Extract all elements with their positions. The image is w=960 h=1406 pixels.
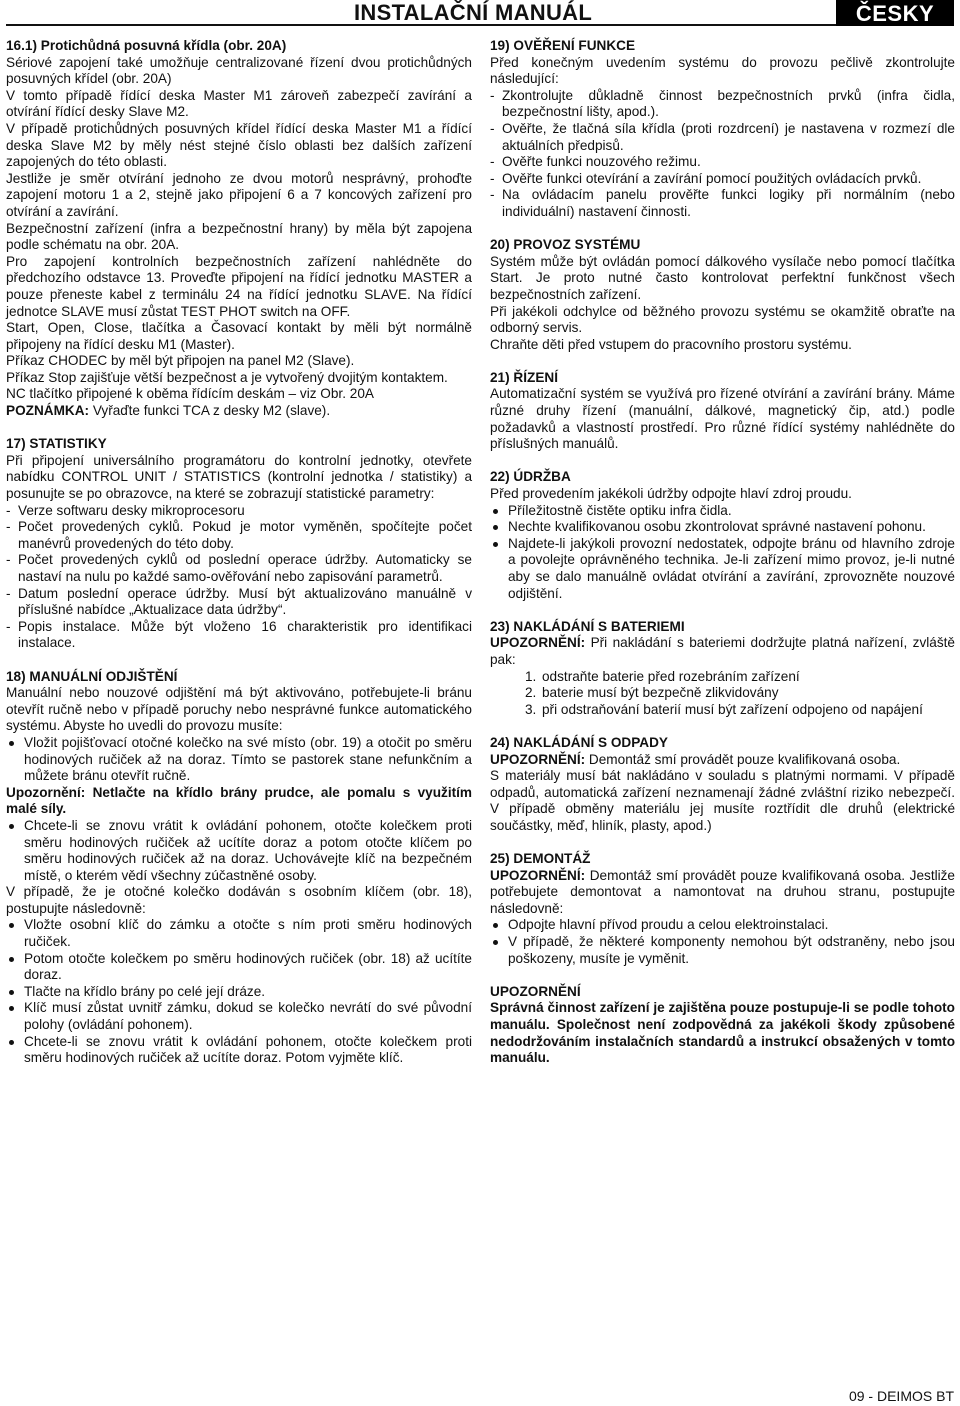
warning-label: UPOZORNĚNÍ: (490, 867, 586, 883)
section-24-warning (490, 752, 955, 769)
item-text: odstraňte baterie před rozebráním zařízení (542, 668, 800, 684)
section-18-paragraph: Manuální nebo nouzové odjištění má být aktivováno, potřebujete-li bránu otevřít ručně nebo v případě poruchy nebo nesprávné funkce automatického systému. Abyste ho uvedli do provozu musíte: (6, 685, 472, 734)
section-18-title: 18) MANUÁLNÍ ODJIŠTĚNÍ (6, 668, 178, 684)
section-16-paragraph: V případě protichůdných posuvných křídel řídící deska Master M1 a řídící deska Slave M2 by měly nést stejné číslo oblasti bez dalších zařízení zapojených do této oblasti. (6, 120, 472, 170)
section-16-paragraph: Příkaz CHODEC by měl být připojen na panel M2 (Slave). (6, 353, 355, 369)
section-22-paragraph: Před provedením jakékoli údržby odpojte hlaví zdroj proudu. (490, 486, 852, 502)
list-item: - Počet provedených cyklů od poslední operace údržby. Automaticky se nastaví na nulu po každé samo-ověřování nebo zapisování parametrů. (6, 552, 472, 585)
manual-title: INSTALAČNÍ MANUÁL (354, 0, 593, 25)
final-warning-text: Správná činnost zařízení je zajištěna pouze postupuje-li se podle tohoto manuálu. Společnost není zodpovědná za jakékoli škody způsobené nedodržováním instalačních standardů a instrukcí obsažených v tomto manuálu. (490, 1000, 955, 1066)
list-item: - Datum poslední operace údržby. Musí být aktualizováno manuálně v příslušné nabídce „Aktualizace data údržby“. (6, 586, 472, 619)
warning-text: Demontáž smí provádět pouze kvalifikovaná osoba. (585, 751, 901, 767)
list-item: Vložte osobní klíč do zámku a otočte s ním proti směru hodinových ručiček. (6, 917, 472, 950)
page-footer: 09 - DEIMOS BT (848, 1388, 954, 1404)
list-item: - Zkontrolujte důkladně činnost bezpečnostních prvků (infra čidla, bezpečnostní lišty, apod.). (490, 88, 955, 121)
warning-label: UPOZORNĚNÍ: (490, 751, 586, 767)
section-16-paragraph: Bezpečnostní zařízení (infra a bezpečnostní hrany) by měla být zapojena podle schématu na obr. 20A. (6, 220, 472, 253)
list-item: - Na ovládacím panelu prověřte funkci logiky při normálním (nebo individuální) nastavení činnosti. (490, 187, 955, 220)
list-item: Příležitostně čistěte optiku infra čidla. (490, 503, 955, 520)
note-label: POZNÁMKA: (6, 403, 90, 419)
section-18-paragraph: V případě, že je otočné kolečko dodáván s osobním klíčem (obr. 18), postupujte následovně: (6, 884, 472, 916)
list-item: Potom otočte kolečkem po směru hodinových ručiček (obr. 18) až ucítíte doraz. (6, 951, 472, 984)
numbered-item (490, 702, 955, 719)
note-text: Vyřaďte funkci TCA z desky M2 (slave). (89, 403, 331, 419)
section-16-paragraph: Jestliže je směr otvírání jednoho ze dvou motorů nesprávný, prohoďte zapojení motoru 1 a 2, stejně jako připojení 6 a 7 koncových zařízení pro otvírání a zavírání. (6, 170, 472, 219)
warning-text: Demontáž smí provádět pouze kvalifikovaná osoba. Jestliže potřebujete demontovat a namontovat na druhou stranu, postupujte následovně: (490, 867, 955, 916)
list-item: Odpojte hlavní přívod proudu a celou elektroinstalaci. (490, 917, 955, 934)
right-column (490, 38, 955, 1067)
item-number: 3. (525, 701, 537, 717)
list-item: Chcete-li se znovu vrátit k ovládání pohonem, otočte kolečkem proti směru hodinových ručiček až ucítíte doraz a potom otočte klíčem po směru hodinových ručiček až na doraz. Uchovávejte klíč na bezpečném místě, o kterém vědí všechny zúčastněné osoby. (6, 818, 472, 884)
warning-text: Při nakládání s bateriemi dodržujte platná nařízení, zvláště pak: (490, 635, 955, 667)
section-20-title: 20) PROVOZ SYSTÉMU (490, 237, 641, 253)
section-25-title: 25) DEMONTÁŽ (490, 851, 591, 867)
section-20-paragraph: Systém může být ovládán pomocí dálkového vysílače nebo pomocí tlačítka Start. Je proto nutné často kontrolovat perfektní funkčnost všech bezpečnostních zařízení. (490, 253, 955, 302)
section-24-title: 24) NAKLÁDÁNÍ S ODPADY (490, 734, 668, 750)
section-23-warning (490, 635, 955, 668)
page-header (0, 0, 960, 28)
section-16-title: 16.1) Protichůdná posuvná křídla (obr. 20A) (6, 38, 287, 53)
list-item: Tlačte na křídlo brány po celé její dráze. (6, 984, 472, 1001)
section-19-paragraph: Před konečným uvedením systému do provozu pečlivě zkontrolujte následující: (490, 54, 955, 87)
item-number: 2. (525, 685, 537, 701)
list-item: Nechte kvalifikovanou osobu zkontrolovat správné nastavení pohonu. (490, 519, 955, 536)
section-20-paragraph: Při jakékoli odchylce od běžného provozu systému se okamžitě obraťte na odborný servis. (490, 303, 955, 336)
list-item: Chcete-li se znovu vrátit k ovládání pohonem, otočte kolečkem proti směru hodinových ručiček až ucítíte doraz. Potom vyjměte klíč. (6, 1034, 472, 1067)
section-21-paragraph: Automatizační systém se využívá pro řízené otvírání a zavírání brány. Máme různé druhy řízení (manuální, dálkové, magnetický čip, atd.) podle požadavků a vlastností prostředí. Pro různé řídící systémy nahlédněte do příslušných manuálů. (490, 386, 955, 452)
final-warning-title: UPOZORNĚNÍ (490, 983, 581, 999)
left-column (6, 38, 472, 1067)
list-item: - Verze softwaru desky mikroprocesoru (6, 503, 472, 520)
list-item: Vložit pojišťovací otočné kolečko na své místo (obr. 19) a otočit po směru hodinových ručiček až na doraz. Tímto se pastorek stane nefunkčním a můžete bránu otevřít ručně. (6, 735, 472, 785)
section-16-paragraph: V tomto případě řídící deska Master M1 zároveň zabezpečí zavírání a otvírání řídící desky Slave M2. (6, 87, 472, 120)
list-item: - Počet provedených cyklů. Pokud je motor vyměněn, spočítejte počet manévrů provedených do této doby. (6, 519, 472, 552)
section-17-title: 17) STATISTIKY (6, 436, 107, 452)
list-item: V případě, že některé komponenty nemohou být odstraněny, nebo jsou poškozeny, musíte je vyměnit. (490, 934, 955, 967)
section-25-warning (490, 868, 955, 918)
section-16-paragraph: Sériové zapojení také umožňuje centralizované řízení dvou protichůdných posuvných křídel (obr. 20A) (6, 54, 472, 87)
list-item: - Ověřte funkci otevírání a zavírání pomocí použitých ovládacích prvků. (490, 171, 955, 188)
numbered-item (490, 685, 955, 702)
list-item: Klíč musí zůstat uvnitř zámku, dokud se kolečko nevrátí do své původní polohy (ovládání pohonem). (6, 1000, 472, 1033)
section-16-paragraph: NC tlačítko připojené k oběma řídícím deskám – viz Obr. 20A (6, 386, 374, 402)
section-16-paragraph: Pro zapojení kontrolních bezpečnostních zařízení nahlédněte do předchozího odstavce 13. Proveďte připojení na řídící jednotku MASTER a pouze přeneste kabel z terminálu 24 na řídící jednotku SLAVE. Na řídící jednotce SLAVE musí zůstat TEST PHOT switch na OFF. (6, 253, 472, 319)
item-number: 1. (525, 668, 537, 684)
list-item: - Ověřte funkci nouzového režimu. (490, 154, 955, 171)
section-18-warning: Upozornění: Netlačte na křídlo brány prudce, ale pomalu s využitím malé síly. (6, 784, 472, 817)
numbered-item (490, 669, 955, 686)
list-item: Najdete-li jakýkoli provozní nedostatek, odpojte bránu od hlavního zdroje a povolejte oprávněného technika. Je-li zařízení mimo provoz, je-li nutné aby se dalo manuálně ovládat otvírání a zavírání, zprovozněte nouzové odjištění. (490, 536, 955, 602)
list-item: - Ověřte, že tlačná síla křídla (proti rozdrcení) je nastavena v rozmezí dle aktuálních předpisů. (490, 121, 955, 154)
section-22-title: 22) ÚDRŽBA (490, 469, 571, 485)
list-item: - Popis instalace. Může být vloženo 16 charakteristik pro identifikaci instalace. (6, 619, 472, 652)
warning-label: UPOZORNĚNÍ: (490, 635, 586, 651)
section-20-paragraph: Chraňte děti před vstupem do pracovního prostoru systému. (490, 336, 852, 352)
language-badge: ČESKY (836, 0, 954, 26)
section-21-title: 21) ŘÍZENÍ (490, 369, 558, 385)
section-16-paragraph: Start, Open, Close, tlačítka a Časovací kontakt by měli být normálně připojeny na řídící desku M1 (Master). (6, 320, 472, 352)
section-17-paragraph: Při připojení universálního programátoru do kontrolní jednotky, otevřete nabídku CONTROL UNIT / STATISTICS (kontrolní jednotka / statistiky) a posunujte se po obrazovce, na které se zobrazují statistické parametry: (6, 452, 472, 502)
item-text: baterie musí být bezpečně zlikvidovány (542, 685, 779, 701)
section-16-note (6, 403, 472, 420)
section-19-title: 19) OVĚŘENÍ FUNKCE (490, 38, 636, 53)
item-text: při odstraňování baterií musí být zařízení odpojeno od napájení (542, 701, 923, 717)
section-23-title: 23) NAKLÁDÁNÍ S BATERIEMI (490, 618, 685, 634)
section-16-paragraph: Příkaz Stop zajišťuje větší bezpečnost a je vytvořený dvojitým kontaktem. (6, 369, 448, 385)
section-24-paragraph: S materiály musí bát nakládáno v souladu s platnými normami. V případě odpadů, automatická zařízení neznamenají žádné zvláštní riziko nebezpečí. V případě obměny materiálu jej musíte roztřídit dle druhů (elektrické součástky, měď, hliník, plasty, apod.) (490, 768, 955, 833)
